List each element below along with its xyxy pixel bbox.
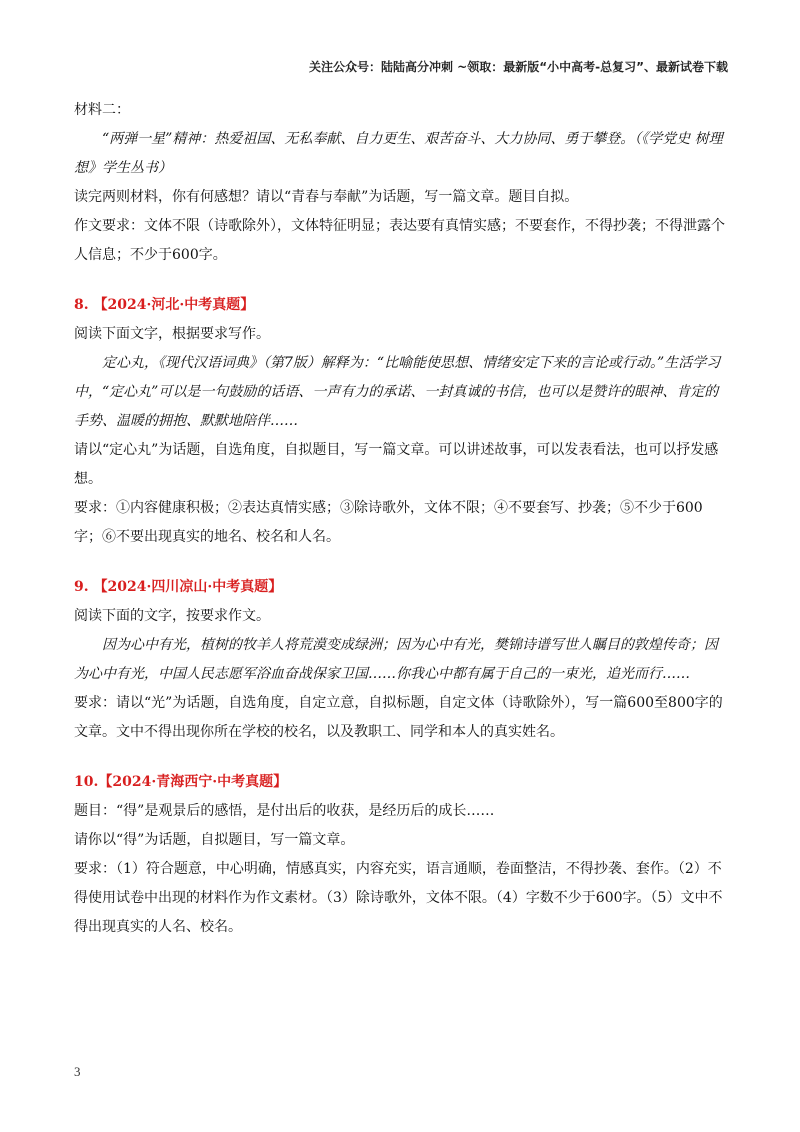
page-header: 关注公众号：陆陆高分冲刺 ~领取：最新版“小中高考-总复习”、最新试卷下载 <box>309 60 728 74</box>
material2-prompt: 读完两则材料，你有何感想？请以“青春与奉献”为话题，写一篇文章。题目自拟。 <box>74 189 579 205</box>
material2-requirement: 作文要求：文体不限（诗歌除外），文体特征明显；表达要有真情实感；不要套作，不得抄袭；不得泄露个人信息；不少于600字。 <box>74 218 725 263</box>
question-10-title: 10.【2024·青海西宁·中考真题】 <box>74 774 288 790</box>
question-9-requirement: 要求：请以“光”为话题，自选角度，自定立意，自拟标题，自定文体（诗歌除外），写一篇600至800字的文章。文中不得出现你所在学校的校名，以及教职工、同学和本人的真实姓名。 <box>74 695 723 740</box>
question-8-passage: 定心丸，《现代汉语词典》（第7版）解释为：“比喻能使思想、情绪安定下来的言论或行动。”生活学习中，“定心丸”可以是一句鼓励的话语、一声有力的承诺、一封真诚的书信，也可以是赞许的眼神、肯定的手势、温暖的拥抱、默默地陪伴…… <box>74 355 721 429</box>
question-10-requirement: 要求：（1）符合题意，中心明确，情感真实，内容充实，语言通顺，卷面整洁，不得抄袭、套作。（2）不得使用试卷中出现的材料作为作文素材。（3）除诗歌外，文体不限。（4）字数不少于600字。（5）文中不得出现真实的人名、校名。 <box>74 861 723 935</box>
document-body <box>74 96 730 942</box>
question-9-passage: 因为心中有光，植树的牧羊人将荒漠变成绿洲；因为心中有光，樊锦诗谱写世人瞩目的敦煌传奇；因为心中有光，中国人民志愿军浴血奋战保家卫国……你我心中都有属于自己的一束光，追光而行…… <box>74 637 718 682</box>
material2-quote: “两弹一星”精神：热爱祖国、无私奉献、自力更生、艰苦奋斗、大力协同、勇于攀登。（《学党史 树理想》学生丛书） <box>74 131 723 176</box>
material2-label: 材料二： <box>74 102 130 118</box>
question-8-intro: 阅读下面文字，根据要求写作。 <box>74 326 270 342</box>
question-8-prompt: 请以“定心丸”为话题，自选角度，自拟题目，写一篇文章。可以讲述故事，可以发表看法，也可以抒发感想。 <box>74 442 719 487</box>
question-8-requirement: 要求：①内容健康积极；②表达真情实感；③除诗歌外，文体不限；④不要套写、抄袭；⑤不少于600字；⑥不要出现真实的地名、校名和人名。 <box>74 500 703 545</box>
page-number: 3 <box>74 1064 81 1079</box>
question-9-title: 9. 【2024·四川凉山·中考真题】 <box>74 579 283 595</box>
question-10-prompt: 请你以“得”为话题，自拟题目，写一篇文章。 <box>74 832 355 848</box>
question-10-topic: 题目：“得”是观景后的感悟，是付出后的收获，是经历后的成长…… <box>74 803 495 819</box>
question-8-title: 8. 【2024·河北·中考真题】 <box>74 297 255 313</box>
question-9-intro: 阅读下面的文字，按要求作文。 <box>74 608 270 624</box>
